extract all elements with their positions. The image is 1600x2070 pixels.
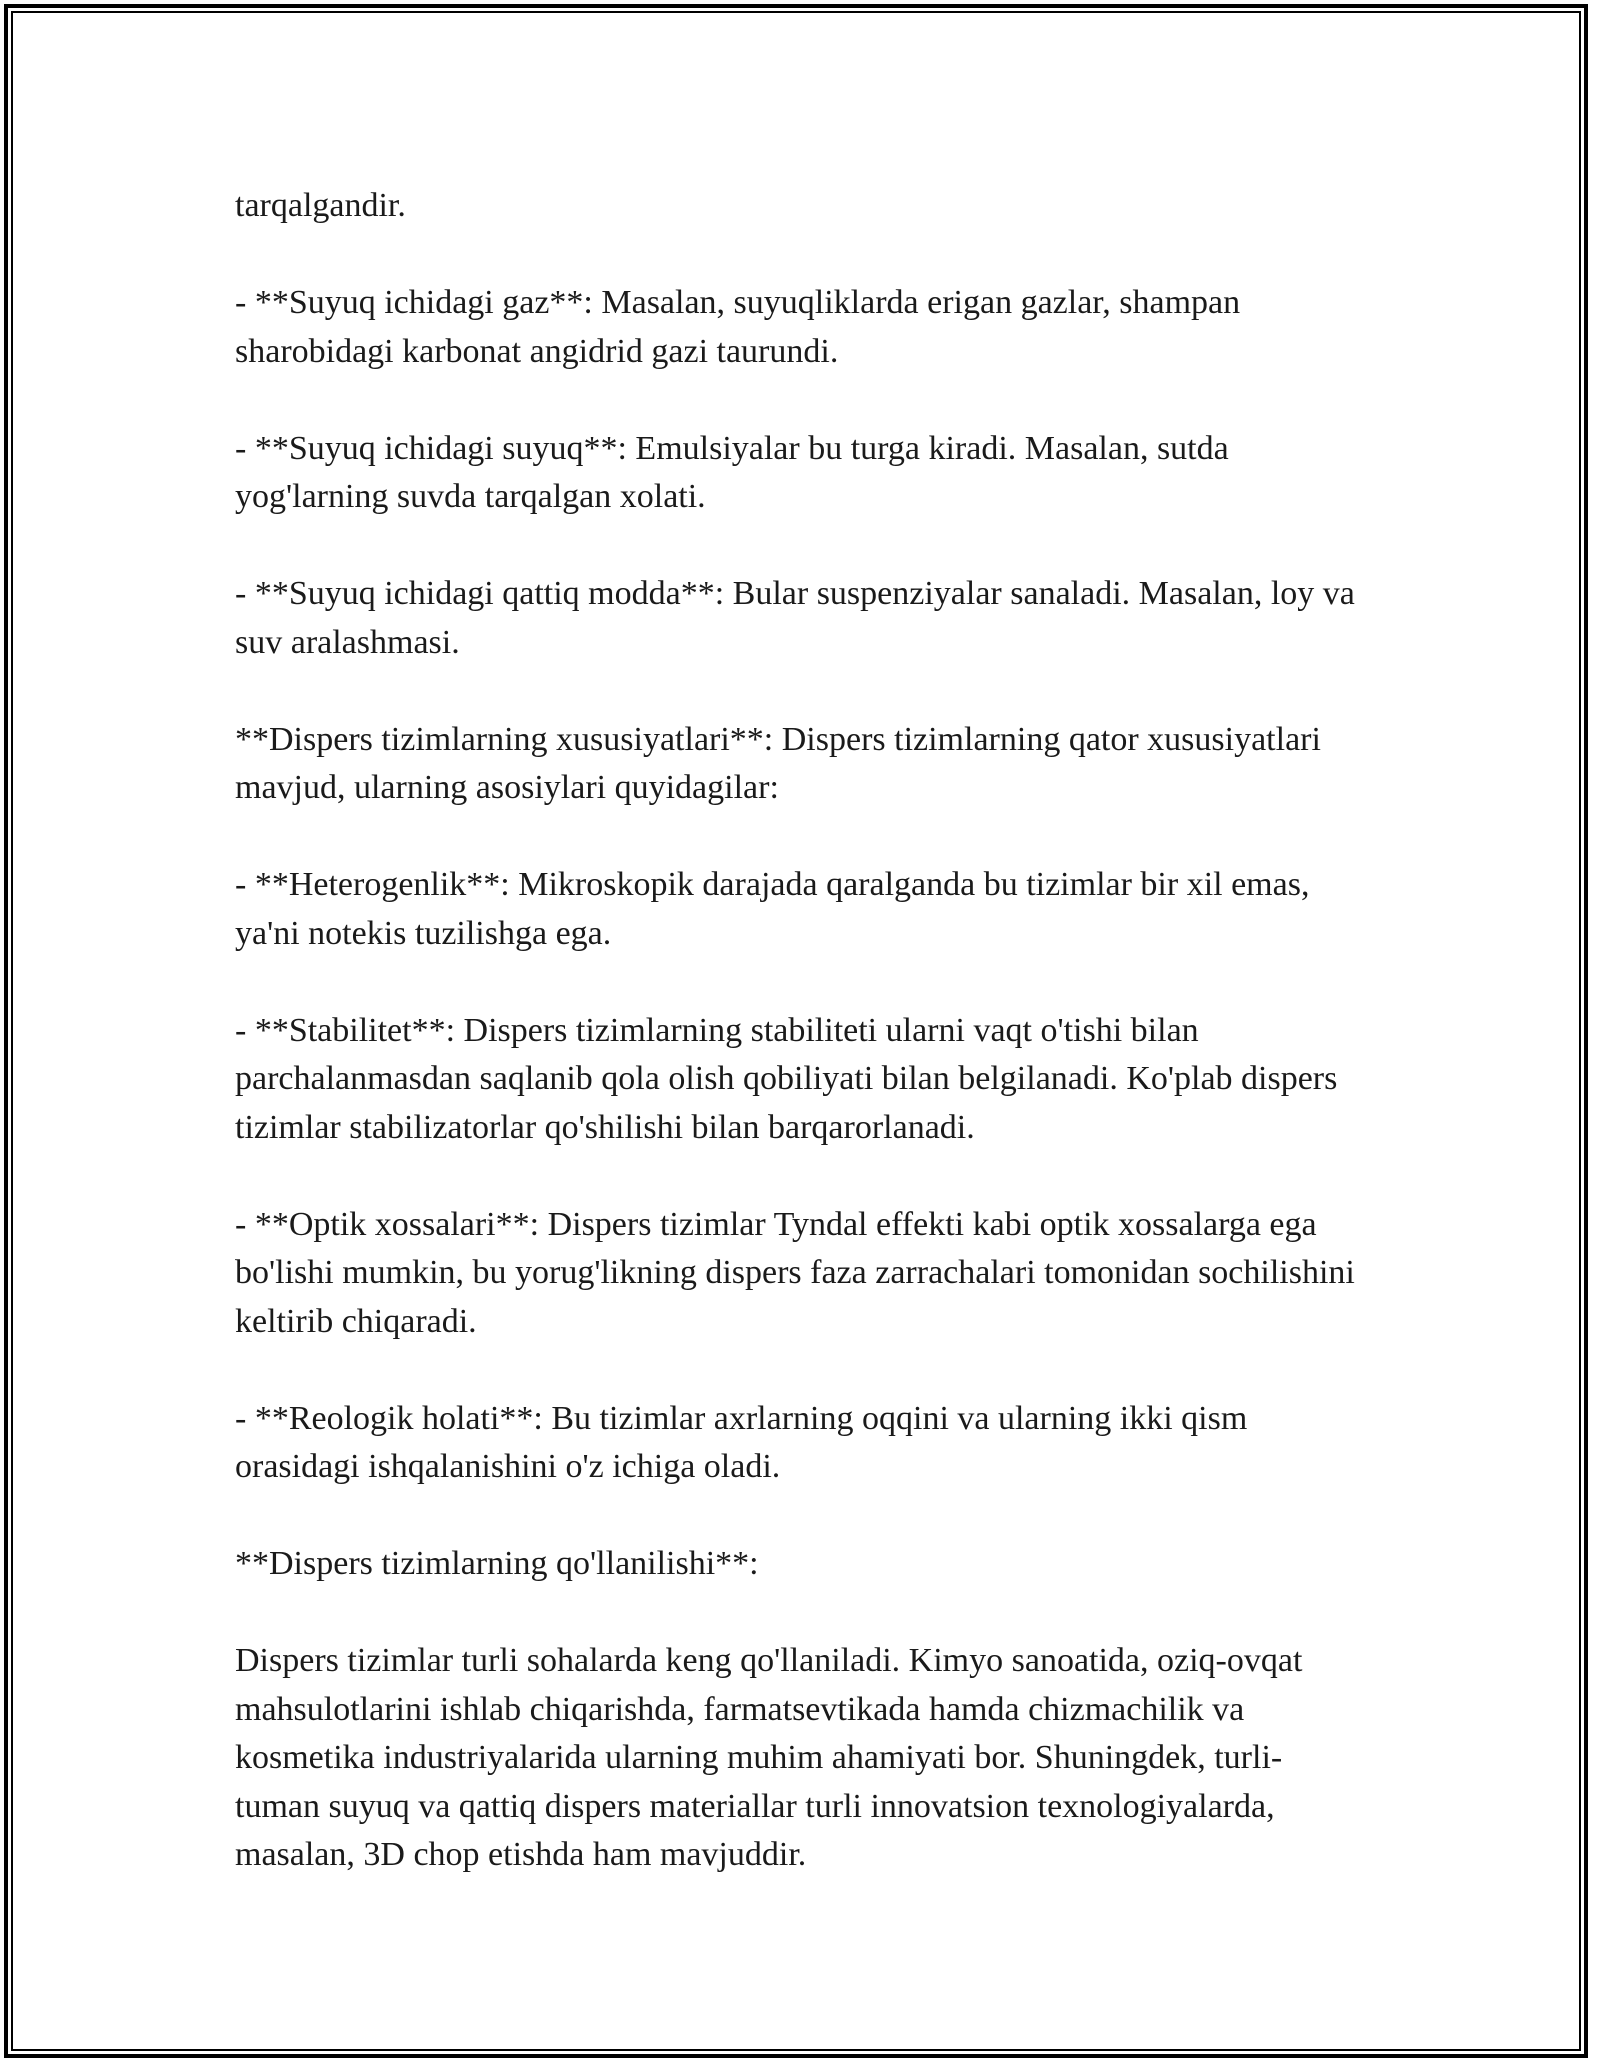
section-properties-intro: **Dispers tizimlarning xususiyatlari**: Dispers tizimlarning qator xususiyatlari mavjud, ularning asosiylari quyidagilar: [235, 720, 1321, 806]
list-item-stability: - **Stabilitet**: Dispers tizimlarning stabiliteti ularni vaqt o'tishi bilan parchalanmasdan saqlanib qola olish qobiliyati bilan belgilanadi. Ko'plab dispers tizimlar stabilizatorlar qo'shilishi bilan barqarorlanadi. [235, 1011, 1338, 1146]
list-item-rheology: - **Reologik holati**: Bu tizimlar axrlarning oqqini va ularning ikki qism orasidagi ishqalanishini o'z ichiga oladi. [235, 1399, 1248, 1485]
section-applications-heading: **Dispers tizimlarning qo'llanilishi**: [235, 1545, 759, 1582]
list-item-liquid-in-liquid: - **Suyuq ichidagi suyuq**: Emulsiyalar bu turga kiradi. Masalan, sutda yog'larning suvda tarqalgan xolati. [235, 429, 1229, 515]
list-item-solid-in-liquid: - **Suyuq ichidagi qattiq modda**: Bular suspenziyalar sanaladi. Masalan, loy va suv aralashmasi. [235, 575, 1355, 661]
list-item-heterogeneity: - **Heterogenlik**: Mikroskopik darajada qaralganda bu tizimlar bir xil emas, ya'ni notekis tuzilishga ega. [235, 866, 1310, 952]
document-body [235, 182, 1365, 1880]
list-item-optical-properties: - **Optik xossalari**: Dispers tizimlar Tyndal effekti kabi optik xossalarga ega bo'lishi mumkin, bu yorug'likning dispers faza zarrachalari tomonidan sochilishini keltirib chiqaradi. [235, 1205, 1355, 1340]
paragraph-continuation: tarqalgandir. [235, 187, 406, 224]
list-item-gas-in-liquid: - **Suyuq ichidagi gaz**: Masalan, suyuqliklarda erigan gazlar, shampan sharobidagi karbonat angidrid gazi taurundi. [235, 284, 1241, 370]
applications-paragraph: Dispers tizimlar turli sohalarda keng qo'llaniladi. Kimyo sanoatida, oziq-ovqat mahsulotlarini ishlab chiqarishda, farmatsevtikada hamda chizmachilik va kosmetika industriyalarida ularning muhim ahamiyati bor. Shuningdek, turli-tuman suyuq va qattiq dispers materiallar turli innovatsion texnologiyalarda, masalan, 3D chop etishda ham mavjuddir. [235, 1642, 1303, 1873]
